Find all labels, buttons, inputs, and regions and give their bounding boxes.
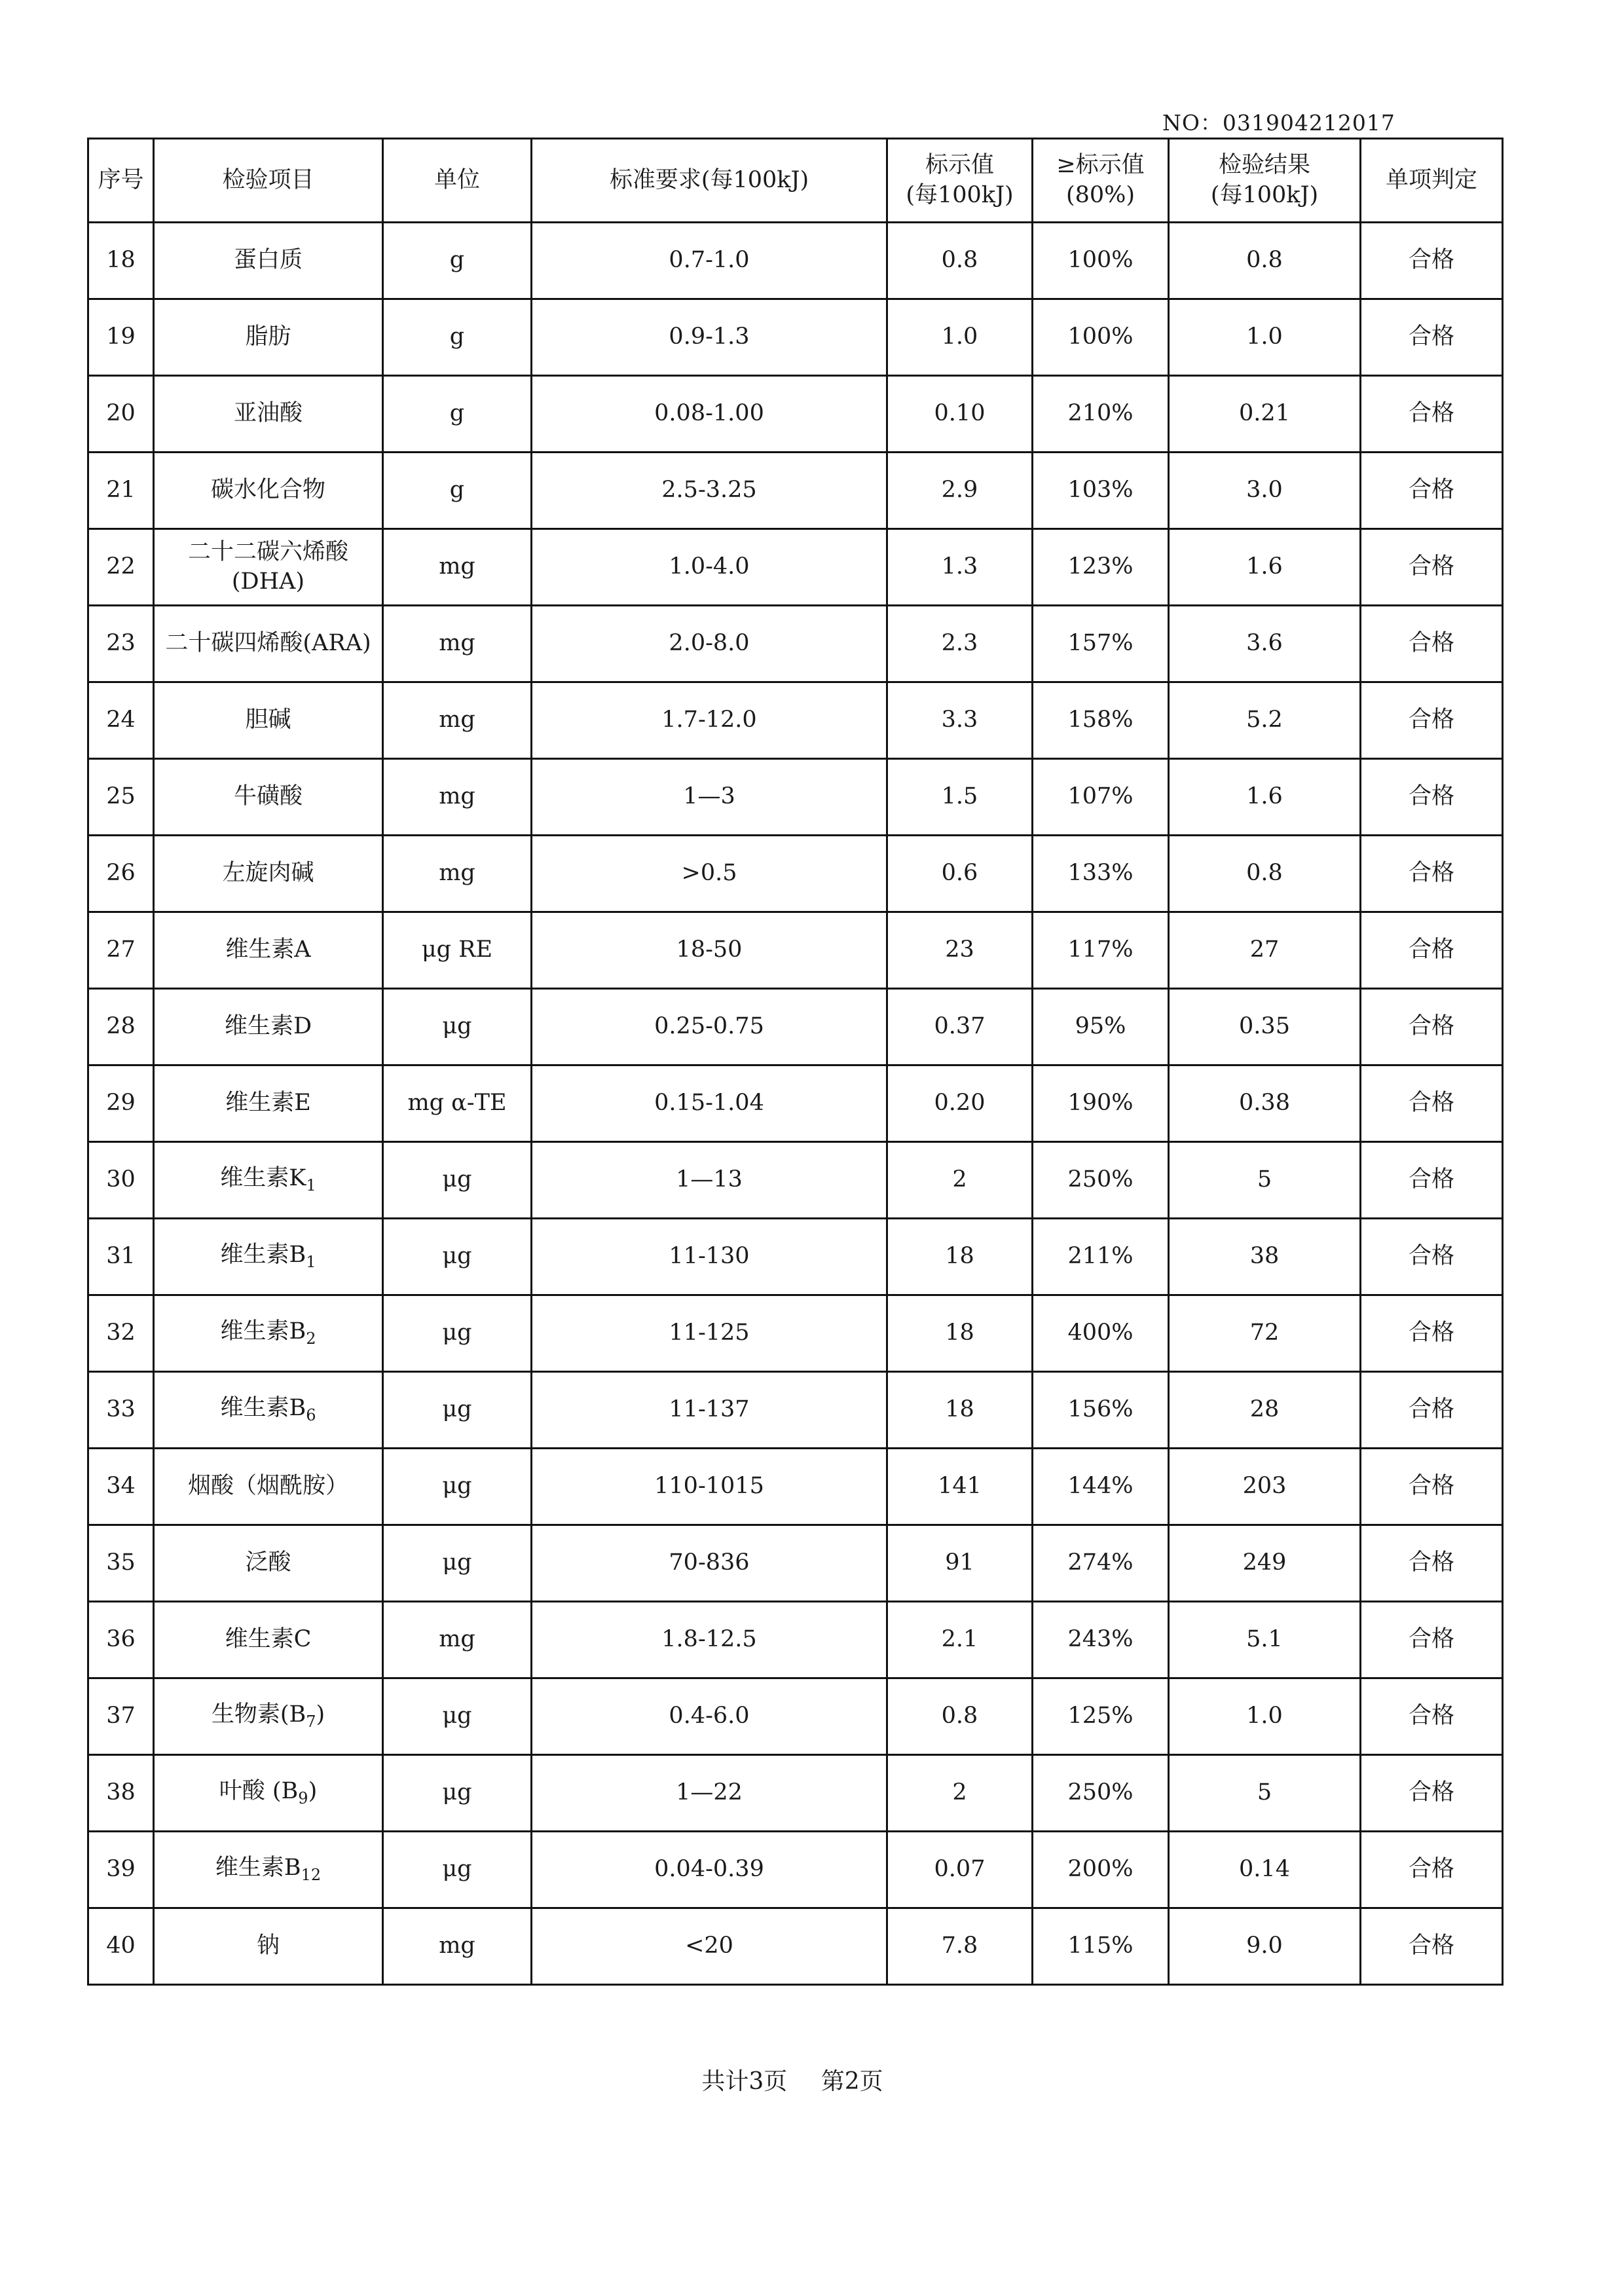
cell-label-value: 1.5 <box>887 759 1033 836</box>
current-page: 第2页 <box>821 2068 883 2095</box>
header-percent <box>1033 139 1169 223</box>
cell-unit: μg <box>383 1525 532 1602</box>
cell-percent: 95% <box>1033 989 1169 1065</box>
header-pct-line1: ≥标示值 <box>1056 152 1145 178</box>
cell-unit: μg <box>383 1372 532 1449</box>
cell-unit: mg <box>383 1602 532 1678</box>
table-body <box>88 223 1503 1985</box>
cell-seq: 27 <box>88 912 154 989</box>
item-name: 胆碱 <box>245 707 291 733</box>
table-row <box>88 1295 1503 1372</box>
table-row <box>88 1602 1503 1678</box>
item-suffix: ) <box>308 1778 318 1805</box>
cell-result: 3.0 <box>1169 453 1361 529</box>
cell-seq: 19 <box>88 299 154 376</box>
total-pages: 共计3页 <box>701 2068 788 2095</box>
table-row <box>88 1755 1503 1832</box>
cell-judgement: 合格 <box>1361 836 1503 912</box>
cell-judgement: 合格 <box>1361 1602 1503 1678</box>
cell-item <box>154 529 383 606</box>
cell-standard: 1—13 <box>532 1142 887 1219</box>
cell-item <box>154 682 383 759</box>
cell-seq: 38 <box>88 1755 154 1832</box>
item-name: 泛酸 <box>245 1549 291 1576</box>
item-name: 维生素B <box>220 1395 306 1422</box>
cell-percent: 133% <box>1033 836 1169 912</box>
cell-unit: mg <box>383 682 532 759</box>
cell-unit: μg <box>383 1678 532 1755</box>
cell-percent: 274% <box>1033 1525 1169 1602</box>
cell-item <box>154 1142 383 1219</box>
cell-standard: 0.25-0.75 <box>532 989 887 1065</box>
item-name: 蛋白质 <box>233 247 303 274</box>
cell-label-value: 0.8 <box>887 1678 1033 1755</box>
cell-standard: 18-50 <box>532 912 887 989</box>
cell-judgement: 合格 <box>1361 1449 1503 1525</box>
cell-item <box>154 1755 383 1832</box>
cell-seq: 33 <box>88 1372 154 1449</box>
item-name: 二十二碳六烯酸 <box>187 538 348 565</box>
cell-standard: 2.0-8.0 <box>532 606 887 682</box>
header-label-line2: (每100kJ) <box>906 181 1014 208</box>
table-row <box>88 1678 1503 1755</box>
header-item: 检验项目 <box>154 139 383 223</box>
cell-seq: 37 <box>88 1678 154 1755</box>
header-pct-line2: (80%) <box>1065 181 1135 208</box>
cell-result: 0.14 <box>1169 1832 1361 1908</box>
item-name: 生物素(B <box>211 1701 306 1728</box>
cell-percent: 125% <box>1033 1678 1169 1755</box>
cell-label-value: 23 <box>887 912 1033 989</box>
cell-percent: 158% <box>1033 682 1169 759</box>
cell-percent: 210% <box>1033 376 1169 453</box>
cell-result: 0.35 <box>1169 989 1361 1065</box>
cell-standard: 11-130 <box>532 1219 887 1295</box>
cell-seq: 21 <box>88 453 154 529</box>
cell-result: 38 <box>1169 1219 1361 1295</box>
cell-standard: 0.08-1.00 <box>532 376 887 453</box>
cell-percent: 243% <box>1033 1602 1169 1678</box>
cell-result: 1.0 <box>1169 299 1361 376</box>
cell-percent: 400% <box>1033 1295 1169 1372</box>
item-subscript: 1 <box>306 1176 316 1195</box>
item-name: 左旋肉碱 <box>222 860 314 887</box>
cell-result: 5.1 <box>1169 1602 1361 1678</box>
cell-label-value: 0.8 <box>887 223 1033 299</box>
cell-item <box>154 836 383 912</box>
cell-unit: g <box>383 453 532 529</box>
cell-standard: >0.5 <box>532 836 887 912</box>
cell-judgement: 合格 <box>1361 682 1503 759</box>
table-row <box>88 1908 1503 1985</box>
table-row <box>88 1525 1503 1602</box>
cell-judgement: 合格 <box>1361 912 1503 989</box>
cell-item <box>154 1832 383 1908</box>
table-row <box>88 912 1503 989</box>
cell-label-value: 0.6 <box>887 836 1033 912</box>
cell-percent: 123% <box>1033 529 1169 606</box>
cell-judgement: 合格 <box>1361 606 1503 682</box>
cell-result: 5.2 <box>1169 682 1361 759</box>
cell-judgement: 合格 <box>1361 376 1503 453</box>
table-row <box>88 1065 1503 1142</box>
cell-unit: mg <box>383 606 532 682</box>
cell-standard: 2.5-3.25 <box>532 453 887 529</box>
cell-unit: μg <box>383 1142 532 1219</box>
cell-label-value: 91 <box>887 1525 1033 1602</box>
item-subscript: 9 <box>298 1789 308 1808</box>
cell-percent: 103% <box>1033 453 1169 529</box>
item-subscript: 12 <box>301 1866 322 1885</box>
cell-item <box>154 1065 383 1142</box>
item-name: 维生素B <box>220 1318 306 1345</box>
cell-unit: mg α-TE <box>383 1065 532 1142</box>
cell-label-value: 0.07 <box>887 1832 1033 1908</box>
table-row <box>88 376 1503 453</box>
cell-judgement: 合格 <box>1361 1065 1503 1142</box>
cell-item <box>154 453 383 529</box>
cell-seq: 22 <box>88 529 154 606</box>
item-name: 维生素B <box>215 1855 301 1881</box>
cell-result: 249 <box>1169 1525 1361 1602</box>
cell-result: 3.6 <box>1169 606 1361 682</box>
cell-label-value: 18 <box>887 1295 1033 1372</box>
cell-standard: 1.8-12.5 <box>532 1602 887 1678</box>
cell-label-value: 3.3 <box>887 682 1033 759</box>
header-judgement: 单项判定 <box>1361 139 1503 223</box>
cell-result: 28 <box>1169 1372 1361 1449</box>
cell-unit: μg <box>383 1755 532 1832</box>
cell-label-value: 18 <box>887 1219 1033 1295</box>
cell-result: 0.8 <box>1169 836 1361 912</box>
cell-result: 9.0 <box>1169 1908 1361 1985</box>
cell-unit: μg <box>383 1449 532 1525</box>
item-name-line2: (DHA) <box>231 568 305 595</box>
item-name: 维生素D <box>224 1013 312 1040</box>
cell-label-value: 1.0 <box>887 299 1033 376</box>
cell-unit: μg <box>383 1832 532 1908</box>
cell-judgement: 合格 <box>1361 1678 1503 1755</box>
cell-unit: μg RE <box>383 912 532 989</box>
cell-seq: 39 <box>88 1832 154 1908</box>
cell-label-value: 18 <box>887 1372 1033 1449</box>
cell-label-value: 2 <box>887 1755 1033 1832</box>
cell-result: 1.6 <box>1169 529 1361 606</box>
cell-label-value: 0.10 <box>887 376 1033 453</box>
table-row <box>88 759 1503 836</box>
table-row <box>88 529 1503 606</box>
cell-standard: <20 <box>532 1908 887 1985</box>
cell-judgement: 合格 <box>1361 1908 1503 1985</box>
header-row <box>88 139 1503 223</box>
cell-standard: 0.9-1.3 <box>532 299 887 376</box>
cell-standard: 0.15-1.04 <box>532 1065 887 1142</box>
cell-item <box>154 1372 383 1449</box>
page-footer <box>0 2063 1585 2096</box>
cell-result: 1.0 <box>1169 1678 1361 1755</box>
cell-item <box>154 1678 383 1755</box>
cell-seq: 31 <box>88 1219 154 1295</box>
cell-unit: mg <box>383 836 532 912</box>
item-name: 烟酸（烟酰胺） <box>187 1473 348 1500</box>
cell-item <box>154 1219 383 1295</box>
table-row <box>88 1372 1503 1449</box>
cell-unit: g <box>383 376 532 453</box>
cell-seq: 20 <box>88 376 154 453</box>
cell-result: 5 <box>1169 1142 1361 1219</box>
cell-judgement: 合格 <box>1361 453 1503 529</box>
cell-unit: mg <box>383 529 532 606</box>
cell-judgement: 合格 <box>1361 1295 1503 1372</box>
item-subscript: 6 <box>306 1406 316 1425</box>
table-row <box>88 223 1503 299</box>
header-standard: 标准要求(每100kJ) <box>532 139 887 223</box>
cell-judgement: 合格 <box>1361 1525 1503 1602</box>
cell-result: 1.6 <box>1169 759 1361 836</box>
cell-seq: 32 <box>88 1295 154 1372</box>
item-suffix: ) <box>316 1701 325 1728</box>
table-row <box>88 453 1503 529</box>
cell-percent: 115% <box>1033 1908 1169 1985</box>
cell-judgement: 合格 <box>1361 299 1503 376</box>
item-name: 维生素A <box>225 936 311 963</box>
cell-judgement: 合格 <box>1361 1142 1503 1219</box>
header-result-line2: (每100kJ) <box>1210 181 1319 208</box>
cell-result: 203 <box>1169 1449 1361 1525</box>
table-row <box>88 299 1503 376</box>
item-name: 维生素E <box>225 1090 311 1117</box>
cell-judgement: 合格 <box>1361 529 1503 606</box>
cell-judgement: 合格 <box>1361 1832 1503 1908</box>
table-row <box>88 1142 1503 1219</box>
table-row <box>88 1219 1503 1295</box>
cell-label-value: 2.1 <box>887 1602 1033 1678</box>
cell-unit: mg <box>383 1908 532 1985</box>
cell-result: 5 <box>1169 1755 1361 1832</box>
cell-unit: g <box>383 223 532 299</box>
cell-item <box>154 376 383 453</box>
cell-label-value: 0.37 <box>887 989 1033 1065</box>
cell-judgement: 合格 <box>1361 1219 1503 1295</box>
cell-label-value: 0.20 <box>887 1065 1033 1142</box>
header-label-value <box>887 139 1033 223</box>
item-name: 维生素B <box>220 1242 306 1268</box>
cell-standard: 1.7-12.0 <box>532 682 887 759</box>
cell-judgement: 合格 <box>1361 759 1503 836</box>
cell-judgement: 合格 <box>1361 989 1503 1065</box>
cell-percent: 157% <box>1033 606 1169 682</box>
item-subscript: 1 <box>306 1253 316 1272</box>
cell-seq: 35 <box>88 1525 154 1602</box>
cell-seq: 40 <box>88 1908 154 1985</box>
item-name: 叶酸 (B <box>219 1778 299 1805</box>
cell-item <box>154 1908 383 1985</box>
item-name: 维生素K <box>220 1165 306 1192</box>
inspection-results-table <box>87 138 1504 1986</box>
cell-unit: μg <box>383 989 532 1065</box>
cell-standard: 70-836 <box>532 1525 887 1602</box>
cell-standard: 1—22 <box>532 1755 887 1832</box>
cell-result: 0.21 <box>1169 376 1361 453</box>
cell-percent: 156% <box>1033 1372 1169 1449</box>
cell-standard: 1—3 <box>532 759 887 836</box>
cell-label-value: 1.3 <box>887 529 1033 606</box>
item-name: 亚油酸 <box>233 400 303 427</box>
item-name: 牛磺酸 <box>233 783 303 810</box>
cell-result: 0.8 <box>1169 223 1361 299</box>
header-result-line1: 检验结果 <box>1218 152 1310 178</box>
cell-percent: 211% <box>1033 1219 1169 1295</box>
cell-label-value: 141 <box>887 1449 1033 1525</box>
cell-percent: 100% <box>1033 299 1169 376</box>
item-name: 二十碳四烯酸(ARA) <box>165 630 371 657</box>
cell-seq: 23 <box>88 606 154 682</box>
cell-unit: μg <box>383 1295 532 1372</box>
header-result <box>1169 139 1361 223</box>
cell-standard: 0.4-6.0 <box>532 1678 887 1755</box>
cell-seq: 34 <box>88 1449 154 1525</box>
cell-result: 27 <box>1169 912 1361 989</box>
cell-item <box>154 223 383 299</box>
table-row <box>88 1832 1503 1908</box>
cell-standard: 0.04-0.39 <box>532 1832 887 1908</box>
item-name: 碳水化合物 <box>210 477 325 504</box>
cell-label-value: 2.3 <box>887 606 1033 682</box>
cell-judgement: 合格 <box>1361 1755 1503 1832</box>
header-seq: 序号 <box>88 139 154 223</box>
table-row <box>88 989 1503 1065</box>
cell-seq: 26 <box>88 836 154 912</box>
cell-seq: 36 <box>88 1602 154 1678</box>
cell-seq: 29 <box>88 1065 154 1142</box>
cell-item <box>154 1525 383 1602</box>
cell-standard: 11-137 <box>532 1372 887 1449</box>
table-row <box>88 606 1503 682</box>
cell-unit: g <box>383 299 532 376</box>
cell-seq: 18 <box>88 223 154 299</box>
cell-judgement: 合格 <box>1361 223 1503 299</box>
cell-item <box>154 989 383 1065</box>
cell-standard: 1.0-4.0 <box>532 529 887 606</box>
cell-standard: 11-125 <box>532 1295 887 1372</box>
cell-item <box>154 759 383 836</box>
table-row <box>88 1449 1503 1525</box>
cell-seq: 28 <box>88 989 154 1065</box>
cell-result: 72 <box>1169 1295 1361 1372</box>
item-name: 钠 <box>256 1933 280 1959</box>
item-name: 脂肪 <box>245 324 291 350</box>
header-label-line1: 标示值 <box>925 152 994 178</box>
item-subscript: 7 <box>306 1713 316 1731</box>
cell-label-value: 2 <box>887 1142 1033 1219</box>
cell-percent: 250% <box>1033 1142 1169 1219</box>
cell-result: 0.38 <box>1169 1065 1361 1142</box>
cell-unit: μg <box>383 1219 532 1295</box>
cell-unit: mg <box>383 759 532 836</box>
cell-item <box>154 1449 383 1525</box>
table-row <box>88 836 1503 912</box>
table-row <box>88 682 1503 759</box>
cell-item <box>154 912 383 989</box>
cell-percent: 190% <box>1033 1065 1169 1142</box>
cell-percent: 100% <box>1033 223 1169 299</box>
item-subscript: 2 <box>306 1329 316 1348</box>
cell-percent: 107% <box>1033 759 1169 836</box>
cell-item <box>154 606 383 682</box>
cell-percent: 144% <box>1033 1449 1169 1525</box>
cell-item <box>154 299 383 376</box>
item-name: 维生素C <box>225 1626 312 1653</box>
cell-item <box>154 1295 383 1372</box>
cell-label-value: 2.9 <box>887 453 1033 529</box>
cell-seq: 24 <box>88 682 154 759</box>
cell-judgement: 合格 <box>1361 1372 1503 1449</box>
cell-label-value: 7.8 <box>887 1908 1033 1985</box>
cell-standard: 110-1015 <box>532 1449 887 1525</box>
cell-seq: 30 <box>88 1142 154 1219</box>
cell-percent: 200% <box>1033 1832 1169 1908</box>
cell-seq: 25 <box>88 759 154 836</box>
cell-percent: 117% <box>1033 912 1169 989</box>
cell-item <box>154 1602 383 1678</box>
table-header <box>88 139 1503 223</box>
cell-percent: 250% <box>1033 1755 1169 1832</box>
cell-standard: 0.7-1.0 <box>532 223 887 299</box>
header-unit: 单位 <box>383 139 532 223</box>
report-number: NO：031904212017 <box>1162 110 1395 136</box>
